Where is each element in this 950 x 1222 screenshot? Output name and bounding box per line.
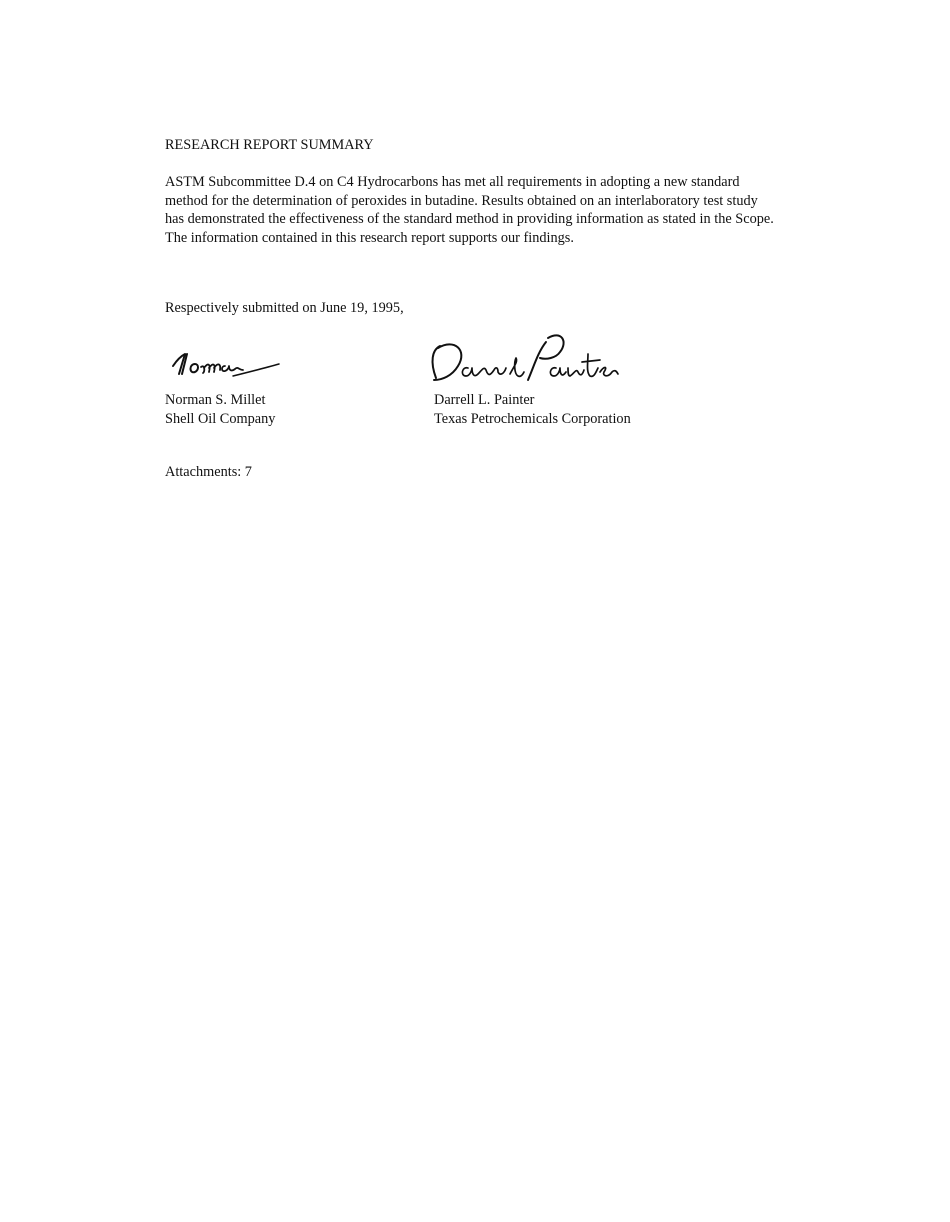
summary-paragraph — [165, 173, 845, 247]
signature-darrell-painter — [428, 322, 628, 388]
signer-company: Texas Petrochemicals Corporation — [434, 410, 631, 427]
summary-line: ASTM Subcommittee D.4 on C4 Hydrocarbons has met all requirements in adopting a new standard — [165, 174, 740, 190]
signature-norman-millet — [165, 340, 285, 385]
signer-block-millet — [165, 391, 275, 428]
signer-name: Darrell L. Painter — [434, 392, 535, 408]
signer-block-painter — [434, 391, 631, 428]
attachments-line: Attachments: 7 — [165, 464, 252, 480]
report-heading: RESEARCH REPORT SUMMARY — [165, 137, 374, 153]
summary-line: has demonstrated the effectiveness of the standard method in providing information as stated in the Scope. — [165, 211, 774, 227]
summary-line: method for the determination of peroxides in butadine. Results obtained on an interlaboratory test study — [165, 192, 758, 209]
submission-line: Respectively submitted on June 19, 1995, — [165, 300, 404, 316]
summary-line: The information contained in this research report supports our findings. — [165, 229, 574, 246]
signer-name: Norman S. Millet — [165, 392, 266, 408]
signer-company: Shell Oil Company — [165, 410, 276, 427]
